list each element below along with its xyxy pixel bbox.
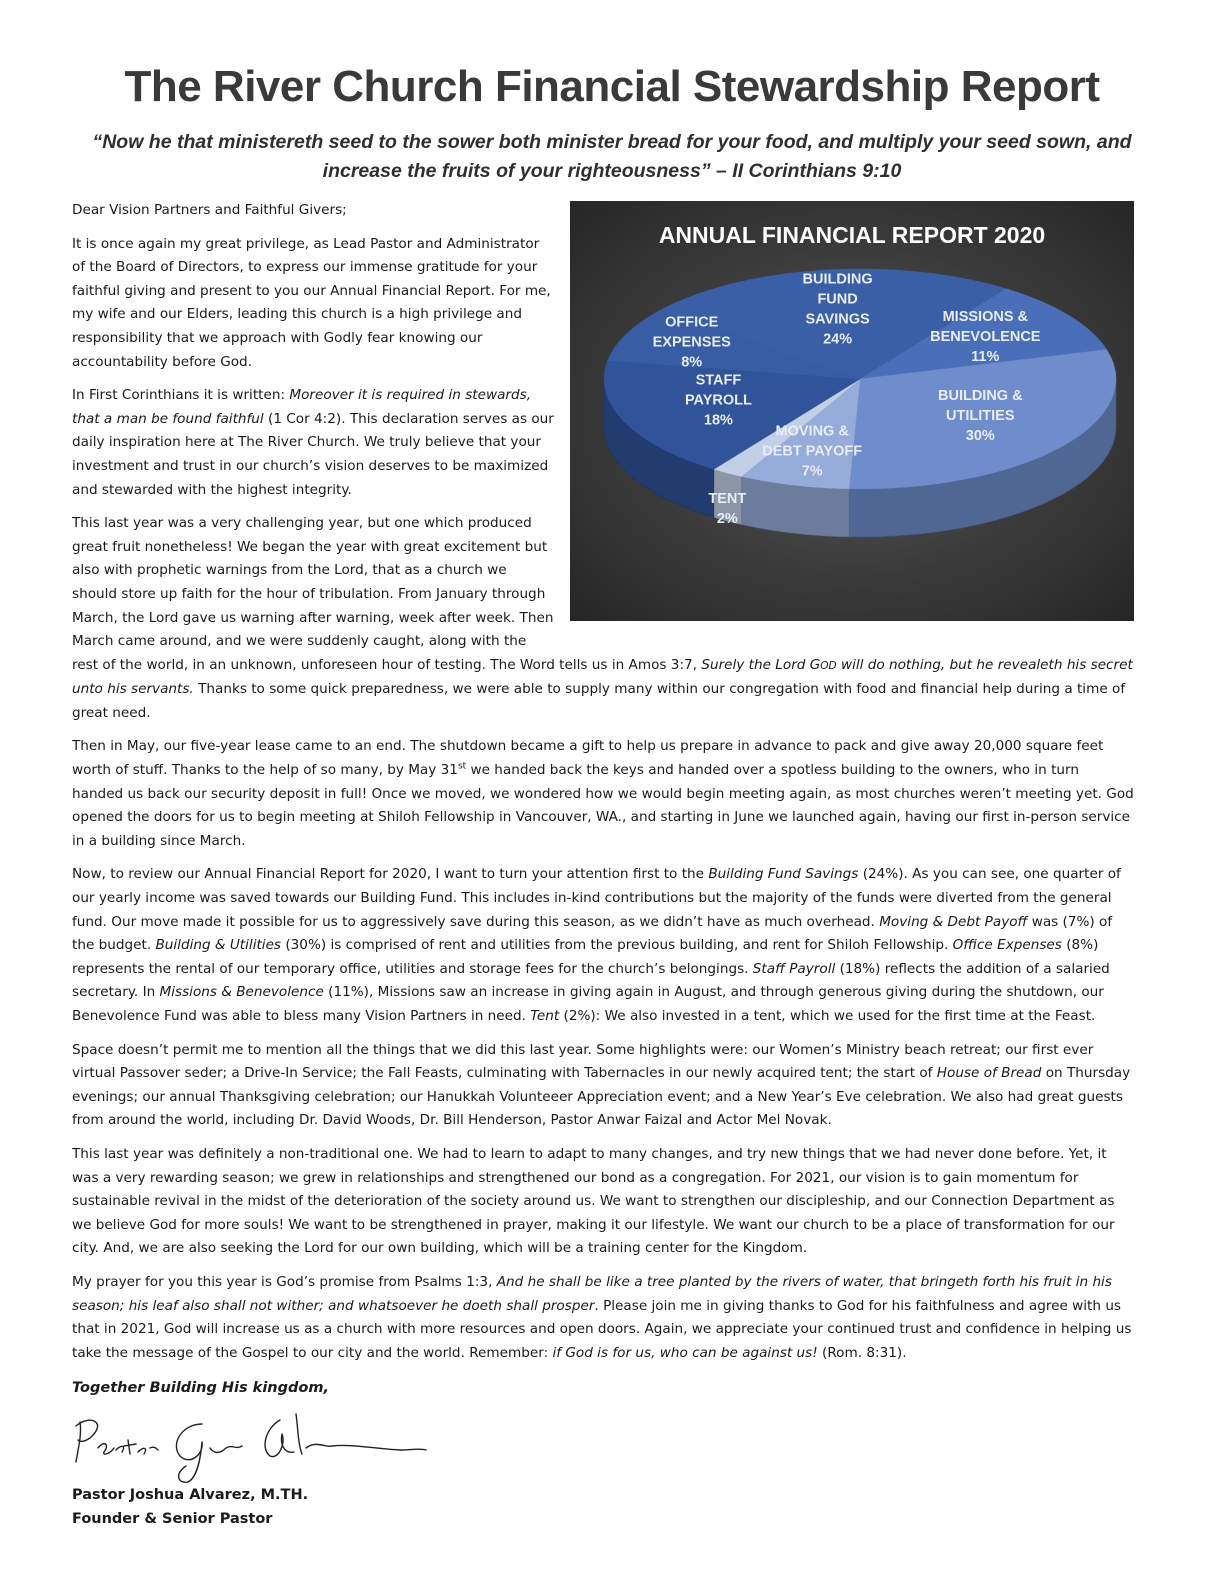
paragraph-4: Then in May, our five-year lease came to an end. The shutdown became a gift to help us prepare in advance to pack and give away 20,000 square feet worth of stuff. Thanks to the help of so many, by May 31st we handed back the keys and handed over a spotless building to the owners, who in turn handed us back our security deposit in full! Once we moved, we wondered how we would begin meeting again, as most churches weren’t meeting yet. God opened the doors for us to begin meeting at Shiloh Fellowship in Vancouver, WA., and starting in June we launched again, having our first in-person service in a building since March. <box>72 738 1134 849</box>
paragraph-8: My prayer for you this year is God’s promise from Psalms 1:3, And he shall be like a tree planted by the rivers of water, that bringeth forth his fruit in his season; his leaf also shall not wither; and whatsoever he doeth shall prosper. Please join me in giving thanks to God for his faithfulness and agree with us that in 2021, God will increase us as a church with more resources and open doors. Again, we appreciate your continued trust and confidence in helping us take the message of the Gospel to our city and the world. Remember: if God is for us, who can be against us! (Rom. 8:31). <box>72 1273 1132 1361</box>
pie-label-staff-payroll: STAFF PAYROLL 18% <box>684 372 752 429</box>
paragraph-3: This last year was a very challenging year, but one which produced great fruit nonetheless! We began the year with great excitement but also with prophetic warnings from the Lord, that as a church we should store up faith for the hour of tribulation. From January through March, the Lord gave us warning after warning, week after week. Then March came around, and we were suddenly caught, along with the rest of the world, in an unknown, unforeseen hour of testing. The Word tells us in Amos 3:7, Surely the Lord GOD will do nothing, but he revealeth his secret unto his servants. Thanks to some quick preparedness, we were able to supply many within our congregation with food and financial help during a time of great need. <box>72 515 1133 721</box>
paragraph-5: Now, to review our Annual Financial Report for 2020, I want to turn your attention first to the Building Fund Savings (24%). As you can see, one quarter of our yearly income was saved towards our Building Fund. This includes in-kind contributions but the majority of the funds were diverted from the general fund. Our move made it possible for us to aggressively save during this season, as we didn’t have as much overhead. Moving & Debt Payoff was (7%) of the budget. Building & Utilities (30%) is comprised of rent and utilities from the previous building, and rent for Shiloh Fellowship. Office Expenses (8%) represents the rental of our temporary office, utilities and storage fees for the church’s belongings. Staff Payroll (18%) reflects the addition of a salaried secretary. In Missions & Benevolence (11%), Missions saw an increase in giving again in August, and through generous giving during the shutdown, our Benevolence Fund was able to bless many Vision Partners in need. Tent (2%): We also invested in a tent, which we used for the first time at the Feast. <box>72 866 1121 1024</box>
verse-reference: – II Corinthians 9:10 <box>710 160 902 182</box>
pie-label-missions-benevolence: MISSIONS & BENEVOLENCE 11% <box>930 308 1041 365</box>
pie-chart <box>570 201 1134 621</box>
paragraph-1: It is once again my great privilege, as Lead Pastor and Administrator of the Board of Directors, to express our immense gratitude for your faithful giving and present to you our Annual Financial Report. For me, my wife and our Elders, leading this church is a high privilege and responsibility that we approach with Godly fear knowing our accountability before God. <box>72 235 551 370</box>
pie-label-building-utilities: BUILDING & UTILITIES 30% <box>938 388 1023 444</box>
signatory <box>72 1483 308 1531</box>
pie-label-office-expenses: OFFICE EXPENSES 8% <box>652 314 731 371</box>
chart-title: ANNUAL FINANCIAL REPORT 2020 <box>658 222 1046 248</box>
letter-body <box>72 199 1134 1375</box>
paragraph-6: Space doesn’t permit me to mention all the things that we did this last year. Some highlights were: our Women’s Ministry beach retreat; our first ever virtual Passover seder; a Drive-In Service; the Fall Feasts, culminating with Tabernacles in our newly acquired tent; the start of House of Bread on Thursday evenings; our annual Thanksgiving celebration; our Hanukkah Volunteeer Appreciation event; and a New Year’s Eve celebration. We also had great guests from around the world, including Dr. David Woods, Dr. Bill Henderson, Pastor Anwar Faizal and Actor Mel Novak. <box>72 1041 1131 1129</box>
scripture-verse <box>60 128 1164 186</box>
pie-label-tent: TENT 2% <box>708 491 747 528</box>
financial-chart-panel <box>570 201 1134 621</box>
page-title: The River Church Financial Stewardship Report <box>124 62 1100 111</box>
pie-chart-svg <box>570 201 1134 621</box>
signatory-title: Founder & Senior Pastor <box>72 1511 273 1527</box>
pie-label-building-fund-savings: BUILDING FUND SAVINGS 24% <box>802 271 873 348</box>
paragraph-7: This last year was definitely a non-traditional one. We had to learn to adapt to many changes, and try new things that we had never done before. Yet, it was a very rewarding season; we grew in relationships and strengthened our bond as a congregation. For 2021, our vision is to gain momentum for sustainable revival in the midst of the deterioration of the society around us. We want to strengthen our discipleship, and our Connection Department as we believe God for more souls! We want to be strengthened in prayer, making it our lifestyle. We want our church to be a place of transformation for our city. And, we are also seeking the Lord for our own building, which will be a training center for the Kingdom. <box>72 1145 1115 1257</box>
greeting: Dear Vision Partners and Faithful Givers; <box>72 202 347 218</box>
closing-line: Together Building His kingdom, <box>72 1380 329 1396</box>
verse-quote: “Now he that ministereth seed to the sower both minister bread for your food, and multiply your seed sown, and increase the fruits of your righteousness” <box>92 131 1132 182</box>
paragraph-2: In First Corinthians it is written: Moreover it is required in stewards, that a man be found faithful (1 Cor 4:2). This declaration serves as our daily inspiration here at The River Church. We truly believe that your investment and trust in our church’s vision deserves to be maximized and stewarded with the highest integrity. <box>72 387 554 498</box>
pie-label-moving-debt-payoff: MOVING & DEBT PAYOFF 7% <box>762 423 863 480</box>
handwritten-signature <box>70 1404 430 1484</box>
signatory-name: Pastor Joshua Alvarez, M.TH. <box>72 1487 309 1503</box>
